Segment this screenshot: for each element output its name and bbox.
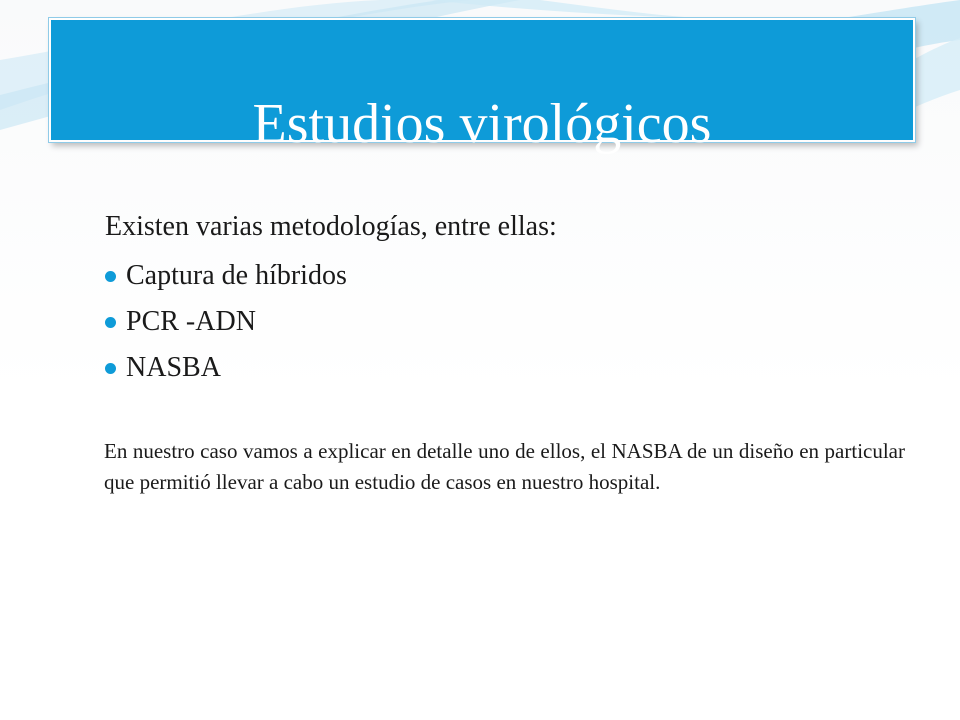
bullet-dot-icon bbox=[105, 271, 116, 282]
body-paragraph: En nuestro caso vamos a explicar en detalle uno de ellos, el NASBA de un diseño en particular que permitió llevar a cabo un estudio de casos en nuestro hospital. bbox=[104, 439, 905, 494]
bullet-label: Captura de híbridos bbox=[126, 260, 347, 291]
slide-title: Estudios virológicos bbox=[252, 93, 712, 155]
intro-text: Existen varias metodologías, entre ellas: bbox=[105, 211, 557, 242]
bullet-item bbox=[105, 256, 347, 302]
bullet-dot-icon bbox=[105, 363, 116, 374]
bullet-list bbox=[105, 256, 347, 394]
bullet-item bbox=[105, 302, 347, 348]
bullet-label: NASBA bbox=[126, 352, 221, 383]
bullet-dot-icon bbox=[105, 317, 116, 328]
bullet-label: PCR -ADN bbox=[126, 306, 256, 337]
title-banner bbox=[49, 18, 915, 155]
bullet-item bbox=[105, 348, 347, 394]
